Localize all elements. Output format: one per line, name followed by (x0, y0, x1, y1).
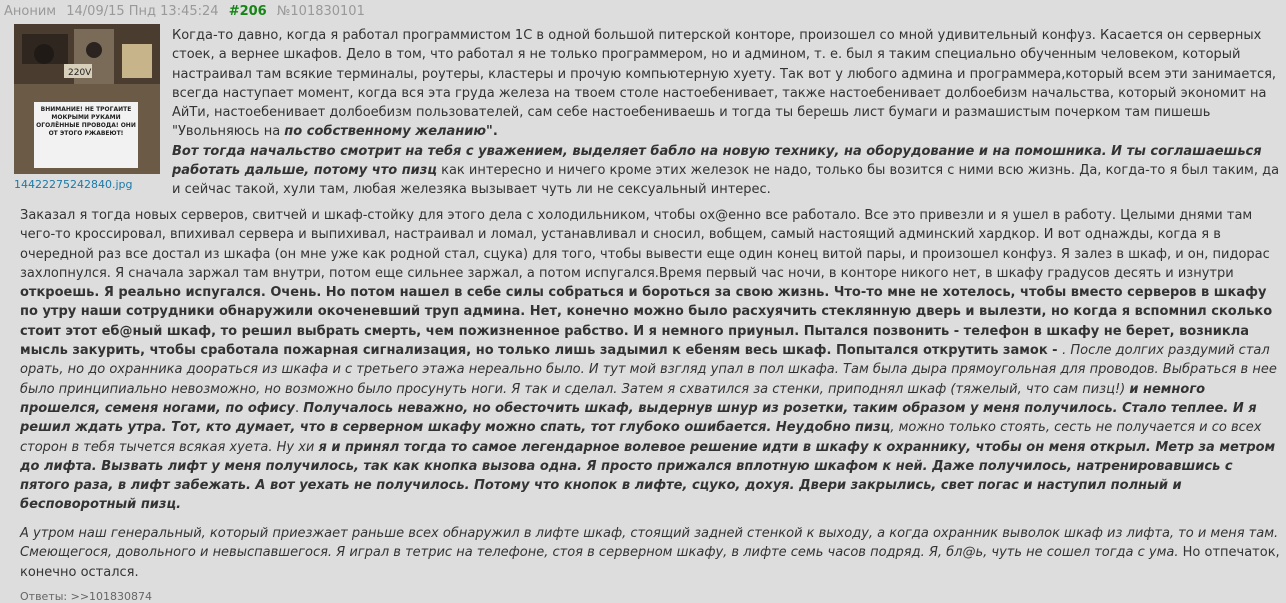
text-segment-bold-italic: я и принял тогда то самое легендарное волевое решение идти в шкафу к охраннику, чтобы он меня открыл. Метр за метром до лифта. Вызвать лифт у меня получилось, так как кнопка вызова одна. Я просто прижался вплотную шкафом к ней. Даже получилось, натренировавшись с пятого раза, в лифт забежать. А вот уехать не получилось. Потому что кнопок в лифте, сцуко, дохуя. Двери закрылись, свет погас и наступил полный и бесповоротный пизц. (20, 439, 1276, 513)
text-segment: как интересно и ничего кроме этих железок не надо, только бы возится с ними всю жизнь. Да, когда-то я был таким, да и сейчас такой, хули там, любая железяка вызывает чуть ли не сексуальный интерес. (172, 163, 1280, 198)
text-segment: Когда-то давно, когда я работал программистом 1С в одной большой питерской конторе, произошел со мной удивительный конфуз. Касается он серверных стоек, а вернее шкафов. Дело в том, что работал я не только программером, но и админом, т. е. был я таким специально обученным человеком, который настраивал там всякие терминалы, роутеры, кластеры и прочую компьютерную хуету. Так вот у любого админа и программера,который всем эти занимается, всегда наступает момент, когда вся эта груда железа на твоем столе настоебенивает, также настоебенивает долбоебизм начальства, который экономит на АйТи, настоебенивает долбоебизм пользователей, сам себе настоебениваешь и тогда ты берешь лист бумаги и размашистым почерком там пишешь "Увольняюсь на (172, 28, 1277, 140)
text-segment: Но отпечаток, конечно остался. (20, 545, 1280, 580)
text-segment-bold: откроешь. Я реально испугался. Очень. Но потом нашел в себе силы собраться и бороться за свою жизнь. Что-то мне не хотелось, чтобы вместо серверов в шкафу по утру наши сотрудники обнаружили окоченевший труп админа. Нет, конечно можно было расхуячить стеклянную дверь и вылезти, но когда я вспомнил сколько стоит этот еб@ный шкаф, то решил выбрать смерть, чем пожизненное рабство. И я немного приуныл. Пытался позвонить - телефон в шкафу не берет, возникла мысль закурить, чтобы сработала пожарная сигнализация, но только лишь задымил к ебеням весь шкаф. Попытался открутить замок - (20, 285, 1273, 359)
post-id-link[interactable]: №101830101 (276, 4, 365, 19)
text-segment: ". (486, 124, 498, 140)
text-segment-bold-italic: по собственному желанию (284, 124, 487, 140)
image-filename-link[interactable]: 14422275242840.jpg (14, 178, 133, 191)
text-segment-bold-italic: Получалось неважно, но обесточить шкаф, выдернув шнур из розетки, таким образом у меня получилось. Стало теплее. И я решил ждать утра. Тот, кто думает, что в серверном шкафу можно спать, тот глубоко ошибается. Неудобно пизц (20, 400, 1257, 436)
post-number[interactable]: #206 (228, 4, 267, 19)
post-text-main (20, 206, 1282, 515)
replies-line (20, 590, 152, 603)
replies-label: Ответы: (20, 590, 71, 603)
text-segment: Заказал я тогда новых серверов, свитчей и шкаф-стойку для этого дела с холодильником, чтобы ох@енно все работало. Все это привезли и я ушел в работу. Целыми днями там чего-то кроссировал, впихивал сервера и выпихивал, настраивал и ломал, устанавливал и сносил, вобщем, самый настоящий админский хардкор. И вот однажды, когда я в очередной раз все достал из шкафа (он мне уже как родной стал, сцука) для того, чтобы вывести еще один конец витой пары, и произошел конфуз. Я залез в шкаф, и он, пидорас захлопнулся. Я сначала заржал там внутри, потом еще сильнее заржал, а потом испугался.Время первый час ночи, в конторе никого нет, в шкафу градусов десять и изнутри (20, 208, 1270, 281)
post-header (4, 3, 371, 21)
reply-link[interactable]: >>101830874 (70, 590, 153, 603)
post-image-thumbnail[interactable] (14, 24, 160, 174)
warning-sign-text: ВНИМАНИЕ! НЕ ТРОГАЙТЕ МОКРЫМИ РУКАМИ ОГОЛЁННЫЕ ПРОВОДА! ОНИ ОТ ЭТОГО РЖАВЕЮТ! (36, 106, 136, 137)
post-text-intro (172, 26, 1282, 200)
photo-image (14, 24, 160, 174)
text-segment-bold-italic: Вот тогда начальство смотрит на тебя с уважением, выделяет бабло на новую технику, на оборудование и на помошника. И ты соглашаешься работать дальше, потому что пизц (172, 143, 1262, 179)
text-segment-italic: А утром наш генеральный, который приезжает раньше всех обнаружил в лифте шкаф, стоящий задней стенкой к выходу, а когда охранник выволок шкаф из лифта, то и меня там. Смеющегося, довольного и невыспавшегося. Я играл в тетрис на телефоне, стоя в серверном шкафу, в лифте семь часов подряд. Я, бл@ь, чуть не сошел тогда с ума. (20, 526, 1279, 561)
text-segment-italic: , можно только стоять, сесть не получается и со всех сторон в тебя тычется всякая хуета. Ну хи (20, 420, 1262, 455)
text-segment-bold-italic: и немного прошелся, семеня ногами, по офису (20, 381, 1206, 416)
text-segment: . (294, 400, 304, 416)
text-segment-italic: . После долгих раздумий стал орать, но до охранника доораться из шкафа и с третьего этажа нереально было. И тут мой взгляд упал в пол шкафа. Там была дыра прямоугольная для проводов. Выбраться в нее было принципиально невозможно, но возможно было просунуть ноги. Я так и сделал. Затем я схватился за стенки, приподнял шкаф (тяжелый, что сам пизц!) (20, 343, 1277, 397)
post-date: 14/09/15 Пнд 13:45:24 (66, 4, 219, 19)
poster-name: Аноним (4, 4, 57, 19)
post-text-ending (20, 524, 1282, 582)
voltage-label: 220V (68, 68, 92, 78)
